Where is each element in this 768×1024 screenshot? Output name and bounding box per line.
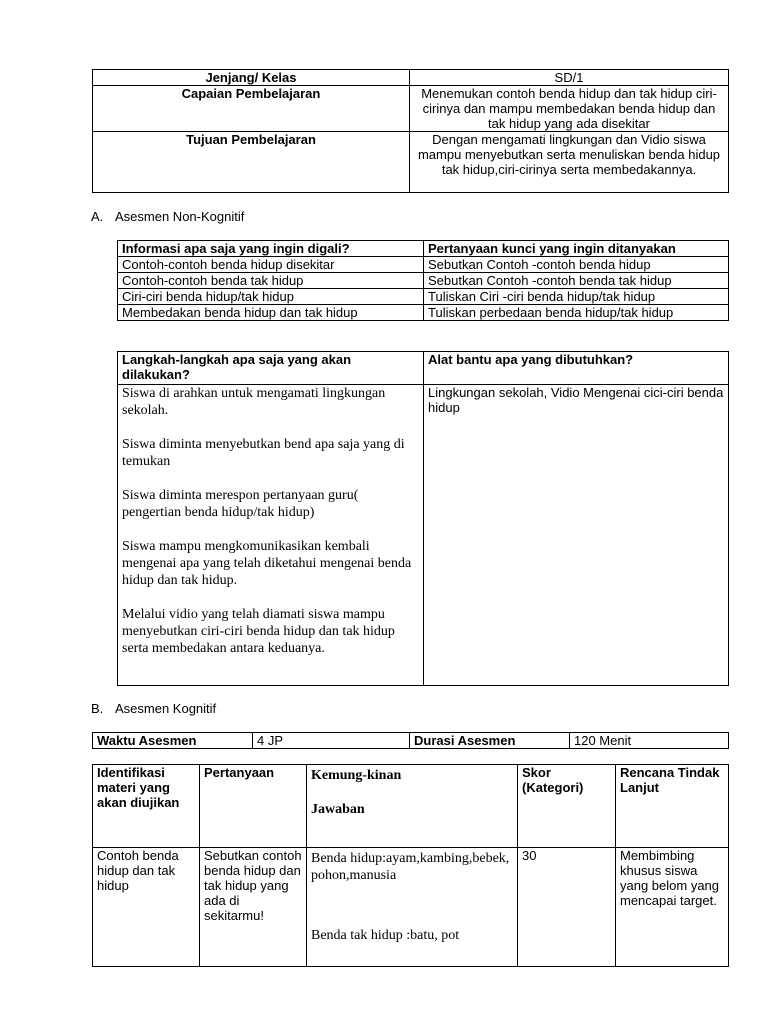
section-a-title: Asesmen Non-Kognitif [115,209,245,224]
step-item: Siswa diminta menyebutkan bend apa saja yang di temukan [122,437,405,469]
steps-table [117,351,729,686]
cog-header-kemungkinan: Kemung-kinan [311,768,402,783]
table-cell: Contoh-contoh benda tak hidup [118,273,424,289]
table-header-row [118,241,729,257]
durasi-label: Durasi Asesmen [410,733,570,749]
table-cell: Sebutkan Contoh -contoh benda hidup [424,257,729,273]
table-row [93,848,729,967]
table-cell: Tuliskan Ciri -ciri benda hidup/tak hidup [424,289,729,305]
cog-header-identifikasi: Identifikasi materi yang akan diujikan [93,765,200,848]
table-row [93,132,729,193]
time-table [92,732,729,749]
table-row [118,273,729,289]
step-item: Siswa di arahkan untuk mengamati lingkungan sekolah. [122,386,386,418]
cog-pertanyaan-cell: Sebutkan contoh benda hidup dan tak hidup yang ada di sekitarmu! [200,848,307,967]
table-row [118,257,729,273]
table-cell: Sebutkan Contoh -contoh benda tak hidup [424,273,729,289]
cog-header-skor: Skor (Kategori) [518,765,616,848]
cog-jawaban-cell [307,848,518,967]
cog-header-pertanyaan: Pertanyaan [200,765,307,848]
table-row [118,305,729,321]
cog-identifikasi-cell: Contoh benda hidup dan tak hidup [93,848,200,967]
step-item: Siswa diminta merespon pertanyaan guru( pengertian benda hidup/tak hidup) [122,488,359,520]
cog-header-kemungkinan-jawaban [307,765,518,848]
table-cell: Membedakan benda hidup dan tak hidup [118,305,424,321]
value-tujuan: Dengan mengamati lingkungan dan Vidio siswa mampu menyebutkan serta menuliskan benda hidup tak hidup,ciri-cirinya serta membedakannya. [410,132,729,193]
table-header-row [118,352,729,385]
label-capaian: Capaian Pembelajaran [93,86,410,132]
section-b-title: Asesmen Kognitif [115,701,217,716]
table-row [93,86,729,132]
waktu-label: Waktu Asesmen [93,733,253,749]
section-b-heading [91,701,216,716]
steps-header-alat: Alat bantu apa yang dibutuhkan? [424,352,729,385]
steps-header-langkah: Langkah-langkah apa saja yang akan dilakukan? [118,352,424,385]
table-cell: Tuliskan perbedaan benda hidup/tak hidup [424,305,729,321]
cog-rencana-cell: Membimbing khusus siswa yang belom yang mencapai target. [616,848,729,967]
section-a-heading [91,209,244,224]
table-row [118,289,729,305]
value-capaian: Menemukan contoh benda hidup dan tak hidup ciri-cirinya dan mampu membedakan benda hidup dan tak hidup yang ada disekitar [410,86,729,132]
noncog-header-pertanyaan: Pertanyaan kunci yang ingin ditanyakan [424,241,729,257]
table-cell: Ciri-ciri benda hidup/tak hidup [118,289,424,305]
table-header-row [93,765,729,848]
cog-skor-cell: 30 [518,848,616,967]
tools-cell: Lingkungan sekolah, Vidio Mengenai cici-ciri benda hidup [424,385,729,686]
cog-header-rencana: Rencana Tindak Lanjut [616,765,729,848]
label-tujuan: Tujuan Pembelajaran [93,132,410,193]
noncog-header-informasi: Informasi apa saja yang ingin digali? [118,241,424,257]
table-cell: Contoh-contoh benda hidup disekitar [118,257,424,273]
section-b-number: B. [91,701,104,716]
steps-list-cell [118,385,424,686]
table-row [93,733,729,749]
label-jenjang: Jenjang/ Kelas [93,70,410,86]
cog-header-jawaban: Jawaban [311,802,365,817]
noncog-table [117,240,729,321]
value-jenjang: SD/1 [410,70,729,86]
jawaban-benda-hidup: Benda hidup:ayam,kambing,bebek, pohon,manusia [311,851,510,883]
table-row [118,385,729,686]
step-item: Siswa mampu mengkomunikasikan kembali mengenai apa yang telah diketahui mengenai benda hidup dan tak hidup. [122,539,412,588]
table-row [93,70,729,86]
info-table [92,69,729,193]
step-item: Melalui vidio yang telah diamati siswa mampu menyebutkan ciri-ciri benda hidup dan tak hidup serta membedakan antara keduanya. [122,607,395,656]
waktu-value: 4 JP [253,733,410,749]
jawaban-benda-tak-hidup: Benda tak hidup :batu, pot [311,928,460,943]
durasi-value: 120 Menit [570,733,729,749]
cog-table [92,764,729,967]
section-a-number: A. [91,209,104,224]
